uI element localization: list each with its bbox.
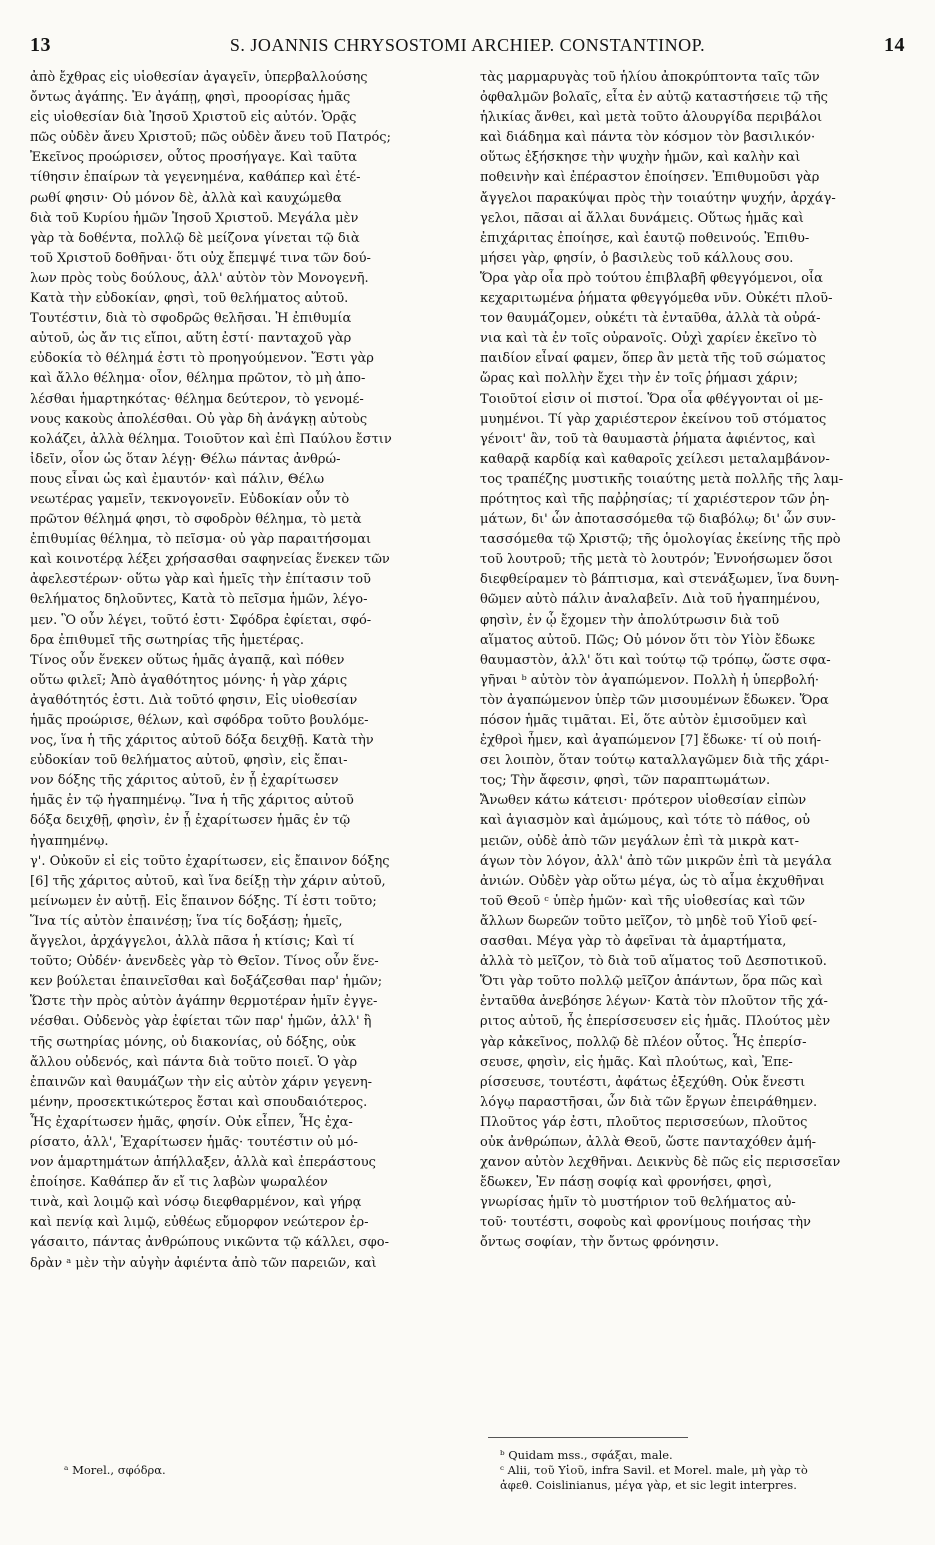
- text-line: σευσε, φησὶν, εἰς ἡμᾶς. Καὶ πλούτως, καὶ, Ἐπε-: [480, 1054, 793, 1070]
- text-line: μήσει γὰρ, φησίν, ὁ βασιλεὺς τοῦ κάλλους σου.: [480, 250, 794, 266]
- text-line: ἡμᾶς προώρισε, θέλων, καὶ σφόδρα τοῦτο βουλόμε-: [30, 713, 369, 728]
- text-line: διεφθείραμεν τὸ βάπτισμα, καὶ στενάξωμεν, ἵνα δυνη-: [480, 572, 840, 588]
- text-line: γ'. Οὐκοῦν εἰ εἰς τοῦτο ἐχαρίτωσεν, εἰς ἔπαινον δόξης: [30, 853, 390, 869]
- text-line: τον θαυμάζομεν, οὐκέτι τὰ ἐνταῦθα, ἀλλὰ τὰ οὐρά-: [480, 311, 821, 327]
- text-line: νέσθαι. Οὐδενὸς γὰρ ἐφίεται τῶν παρ' ἡμῶν, ἀλλ' ἢ: [30, 1014, 372, 1030]
- text-line: ἡμᾶς ἐν τῷ ἠγαπημένῳ. Ἵνα ἡ τῆς χάριτος αὐτοῦ: [30, 793, 354, 809]
- text-line: οὕτως ἐξήσκησε τὴν ψυχὴν ἡμῶν, καὶ καλὴν καὶ: [480, 150, 801, 166]
- text-line: κολάζει, ἀλλὰ θέλημα. Τοιοῦτον καὶ ἐπὶ Παύλου ἔστιν: [30, 431, 392, 447]
- text-line: νον δόξης τῆς χάριτος αὐτοῦ, ἐν ᾗ ἐχαρίτωσεν: [30, 773, 339, 789]
- footnote: ἀφεθ. Coislinianus, μέγα γὰρ, et sic legit interpres.: [500, 1478, 797, 1492]
- text-line: λων πρὸς τοὺς δούλους, ἀλλ' αὐτὸν τὸν Μονογενῆ.: [30, 270, 369, 286]
- text-line: ποθεινὴν καὶ ἐπέραστον ἐποίησεν. Ἐπιθυμοῦσι γὰρ: [480, 170, 820, 186]
- text-line: Ὅτι γὰρ τοῦτο πολλῷ μεῖζον ἁπάντων, ὅρα πῶς καὶ: [480, 974, 824, 990]
- running-title: S. JOANNIS CHRYSOSTOMI ARCHIEP. CONSTANTINOP.: [229, 34, 706, 55]
- running-header: [30, 30, 905, 60]
- text-line: ὄντως ἀγάπης. Ἐν ἀγάπῃ, φησὶ, προορίσας ἡμᾶς: [30, 90, 351, 106]
- text-line: μένην, προσεκτικώτερος ἔσται καὶ σπουδαιότερος.: [30, 1094, 368, 1110]
- text-line: νια καὶ τὰ ἐν τοῖς οὐρανοῖς. Οὐχὶ χαρίεν ἐκεῖνο τὸ: [480, 331, 817, 347]
- text-line: Τουτέστιν, διὰ τὸ σφοδρῶς θελῆσαι. Ἡ ἐπιθυμία: [30, 311, 352, 327]
- text-line: μείνωμεν ἐν αὐτῇ. Εἰς ἔπαινον δόξης. Τί ἐστι τοῦτο;: [30, 893, 377, 909]
- text-line: οὕτω φιλεῖ; Ἀπὸ ἀγαθότητος μόνης· ἡ γὰρ χάρις: [30, 672, 348, 688]
- text-line: καὶ πενίᾳ καὶ λιμῷ, εὐθέως εὔμορφον νεώτερον ἐρ-: [30, 1215, 369, 1231]
- text-line: ρίσσευσε, τουτέστι, ἀφάτως ἐξεχύθη. Οὐκ ἔνεστι: [480, 1074, 806, 1090]
- text-line: ἄγγελοι παρακύψαι πρὸς τὴν τοιαύτην ψυχήν, ἀρχάγ-: [480, 190, 836, 206]
- text-line: τοῦ· τουτέστι, σοφοὺς καὶ φρονίμους ποιήσας τὴν: [480, 1215, 811, 1231]
- text-line: γῆναι ᵇ αὐτὸν τὸν ἀγαπώμενον. Πολλὴ ἡ ὑπερβολή·: [480, 672, 819, 688]
- text-line: ἄλλων δωρεῶν τοῦτο μεῖζον, τὸ μηδὲ τοῦ Υἱοῦ φεί-: [480, 913, 817, 929]
- text-line: Ἵνα τίς αὐτὸν ἐπαινέσῃ; ἵνα τίς δοξάσῃ; ἡμεῖς,: [30, 913, 343, 929]
- right-column: [480, 68, 900, 1254]
- text-line: Ἐκεῖνος προώρισεν, οὗτος προσήγαγε. Καὶ ταῦτα: [30, 150, 358, 166]
- footnotes-left: [64, 1463, 166, 1478]
- text-line: ἀγαθότητός ἐστι. Διὰ τοῦτό φησιν, Εἰς υἱοθεσίαν: [30, 692, 358, 708]
- text-line: τος τραπέζης μυστικῆς τοιαύτης μετὰ πολλῆς τῆς λαμ-: [480, 471, 844, 487]
- text-line: Πλοῦτος γάρ ἐστι, πλοῦτος περισσεύων, πλοῦτος: [480, 1114, 808, 1130]
- text-line: χανον αὐτὸν λεχθῆναι. Δεικνὺς δὲ πῶς εἰς περισσεῖαν: [480, 1155, 841, 1171]
- text-line: γελοι, πᾶσαι αἱ ἄλλαι δυνάμεις. Οὕτως ἡμᾶς καὶ: [480, 210, 804, 226]
- left-column: [30, 68, 450, 1274]
- text-line: ὄντως σοφίαν, τὴν ὄντως φρόνησιν.: [480, 1235, 720, 1251]
- text-line: μυημένοι. Τί γὰρ χαριέστερον ἐκείνου τοῦ στόματος: [480, 411, 827, 427]
- text-line: πρότητος καὶ τῆς παῤῥησίας; τί χαριέστερον τῶν ῥη-: [480, 491, 830, 507]
- footnotes-right: [500, 1448, 900, 1493]
- text-line: ὥρας καὶ πολλὴν ἔχει τὴν ἐν τοῖς ῥήμασι χάριν;: [480, 371, 799, 387]
- text-line: Ἧς ἐχαρίτωσεν ἡμᾶς, φησίν. Οὐκ εἶπεν, Ἧς ἐχα-: [30, 1114, 353, 1130]
- text-line: γνωρίσας ἡμῖν τὸ μυστήριον τοῦ θελήματος αὐ-: [480, 1195, 796, 1211]
- text-line: κεχαριτωμένα ῥήματα φθεγγόμεθα νῦν. Οὐκέτι πλοῦ-: [480, 291, 833, 307]
- text-line: πρῶτον θέλημά φησι, τὸ σφοδρὸν θέλημα, τὸ μετὰ: [30, 512, 362, 528]
- text-line: ἐπαινῶν καὶ θαυμάζων τὴν εἰς αὐτὸν χάριν γεγενη-: [30, 1074, 373, 1090]
- right-page-number: 14: [884, 33, 905, 56]
- text-line: ριτος αὐτοῦ, ἧς ἐπερίσσευσεν εἰς ἡμᾶς. Πλούτος μὲν: [480, 1014, 831, 1030]
- text-line: ἀπὸ ἔχθρας εἰς υἱοθεσίαν ἀγαγεῖν, ὑπερβαλλούσης: [30, 70, 368, 85]
- text-line: νος, ἵνα ἡ τῆς χάριτος αὐτοῦ δόξα δειχθῇ. Κατὰ τὴν: [30, 733, 374, 749]
- text-line: γὰρ κἀκεῖνος, πολλῷ δὲ πλέον οὗτος. Ἧς ἐπερίσ-: [480, 1034, 807, 1050]
- text-line: σει λοιπὸν, ὅταν τούτῳ καταλλαγῶμεν διὰ τῆς χάρι-: [480, 753, 829, 769]
- text-line: σασθαι. Μέγα γὰρ τὸ ἀφεῖναι τὰ ἁμαρτήματα,: [480, 934, 787, 950]
- text-line: πους εἶναι ὡς καὶ ἐμαυτόν· καὶ πάλιν, Θέλω: [30, 471, 325, 487]
- text-line: πῶς οὐδὲν ἄνευ Χριστοῦ; πῶς οὐδὲν ἄνευ τοῦ Πατρός;: [30, 130, 391, 146]
- text-line: ἐνταῦθα ἀνεβόησε λέγων· Κατὰ τὸν πλοῦτον τῆς χά-: [480, 994, 828, 1010]
- text-line: Τίνος οὖν ἕνεκεν οὕτως ἡμᾶς ἀγαπᾷ, καὶ πόθεν: [30, 652, 345, 668]
- text-line: λέσθαι ἡμαρτηκότας· θέλημα δεύτερον, τὸ γενομέ-: [30, 391, 364, 407]
- text-line: οὐκ ἀνθρώπων, ἀλλὰ Θεοῦ, ὥστε πανταχόθεν ἀμή-: [480, 1134, 817, 1150]
- text-line: ἀνιών. Οὐδὲν γὰρ οὕτω μέγα, ὡς τὸ αἷμα ἐκχυθῆναι: [480, 873, 825, 889]
- text-line: εἰς υἱοθεσίαν διὰ Ἰησοῦ Χριστοῦ εἰς αὐτόν. Ὁρᾷς: [30, 110, 357, 126]
- text-line: ρωθί φησιν· Οὐ μόνον δὲ, ἀλλὰ καὶ καυχώμεθα: [30, 190, 342, 206]
- text-line: αἵματος αὐτοῦ. Πῶς; Οὐ μόνον ὅτι τὸν Υἱὸν ἔδωκε: [480, 632, 815, 648]
- text-line: Ἄνωθεν κάτω κάτεισι· πρότερον υἱοθεσίαν εἰπὼν: [480, 793, 807, 809]
- text-line: άγων τὸν λόγον, ἀλλ' ἀπὸ τῶν μικρῶν ἐπὶ τὰ μεγάλα: [480, 853, 832, 869]
- text-line: θαυμαστὸν, ἀλλ' ὅτι καὶ τούτῳ τῷ τρόπῳ, ὥστε σφα-: [480, 652, 831, 668]
- text-line: ἐχθροὶ ἦμεν, καὶ ἀγαπώμενον [7] ἔδωκε· τί οὐ ποιή-: [480, 733, 822, 749]
- text-line: ἰδεῖν, οἷον ὡς ὅταν λέγῃ· Θέλω πάντας ἀνθρώ-: [30, 451, 341, 467]
- text-line: τοῦ Χριστοῦ δοθῆναι· ὅτι οὐχ ἔπεμψέ τινα τῶν δού-: [30, 250, 371, 266]
- text-line: θελήματος δηλοῦντες, Κατὰ τὸ πεῖσμα ἡμῶν, λέγο-: [30, 592, 368, 608]
- text-line: νους κακοὺς ἀπολέσθαι. Οὐ γὰρ δὴ ἀνάγκῃ αὐτοὺς: [30, 411, 368, 427]
- text-line: τὰς μαρμαρυγὰς τοῦ ἡλίου ἀποκρύπτοντα ταῖς τῶν: [480, 70, 820, 85]
- text-line: τινὰ, καὶ λοιμῷ καὶ νόσῳ διεφθαρμένον, καὶ γήρᾳ: [30, 1195, 362, 1211]
- text-line: τὸν ἀγαπώμενον ὑπὲρ τῶν μισουμένων ἔδωκεν. Ὅρα: [480, 692, 829, 708]
- text-line: τασσόμεθα τῷ Χριστῷ; τῆς ὁμολογίας ἐκείνης τῆς πρὸ: [480, 532, 841, 548]
- text-line: μεν. Ὃ οὖν λέγει, τοῦτό ἐστι· Σφόδρα ἐφίεται, σφό-: [30, 612, 372, 628]
- text-line: [6] τῆς χάριτος αὐτοῦ, καὶ ἵνα δείξῃ τὴν χάριν αὐτοῦ,: [30, 873, 386, 889]
- left-page-number: 13: [30, 33, 51, 56]
- text-line: τίθησιν ἐπαίρων τὰ γεγενημένα, καθάπερ καὶ ἑτέ-: [30, 170, 361, 186]
- text-line: εὐδοκίαν τοῦ θελήματος αὐτοῦ, φησὶν, εἰς ἔπαι-: [30, 753, 348, 769]
- text-line: ὀφθαλμῶν βολαῖς, εἶτα ἐν αὐτῷ καταστήσειε τῷ τῆς: [480, 90, 828, 106]
- text-line: Κατὰ τὴν εὐδοκίαν, φησὶ, τοῦ θελήματος αὐτοῦ.: [30, 291, 349, 307]
- text-line: ἠγαπημένῳ.: [30, 833, 109, 849]
- text-line: καὶ ἁγιασμὸν καὶ ἀμώμους, καὶ τότε τὸ πάθος, οὐ: [480, 813, 811, 829]
- text-line: λόγῳ παραστῆσαι, ὧν διὰ τῶν ἔργων ἐπειράθημεν.: [480, 1094, 818, 1110]
- text-line: ἄγγελοι, ἀρχάγγελοι, ἀλλὰ πᾶσα ἡ κτίσις; Καὶ τί: [30, 934, 355, 950]
- text-line: δόξα δειχθῇ, φησὶν, ἐν ᾗ ἐχαρίτωσεν ἡμᾶς ἐν τῷ: [30, 813, 351, 829]
- text-line: ρίσατο, ἀλλ', Ἐχαρίτωσεν ἡμᾶς· τουτέστιν οὐ μό-: [30, 1134, 358, 1150]
- text-line: καὶ κοινοτέρᾳ λέξει χρήσασθαι σαφηνείας ἕνεκεν τῶν: [30, 552, 390, 568]
- text-line: δρα ἐπιθυμεῖ τῆς σωτηρίας τῆς ἡμετέρας.: [30, 632, 305, 648]
- text-line: καὶ διάδημα καὶ πάντα τὸν κόσμον τὸν βασιλικόν·: [480, 130, 816, 146]
- text-line: ἀφελεστέρων· οὕτω γὰρ καὶ ἡμεῖς τὴν ἐπίτασιν τοῦ: [30, 572, 371, 588]
- text-line: φησὶν, ἐν ᾧ ἔχομεν τὴν ἀπολύτρωσιν διὰ τοῦ: [480, 612, 780, 628]
- text-line: γὰρ τὰ δοθέντα, πολλῷ δὲ μείζονα γίνεται τῷ διὰ: [30, 230, 360, 246]
- text-line: μειῶν, οὐδὲ ἀπὸ τῶν μεγάλων ἐπὶ τὰ μικρὰ κατ-: [480, 833, 799, 849]
- text-line: τοῦτο; Οὐδέν· ἀνενδεὲς γὰρ τὸ Θεῖον. Τίνος οὖν ἕνε-: [30, 954, 379, 970]
- text-line: Τοιοῦτοί εἰσιν οἱ πιστοί. Ὅρα οἷα φθέγγονται οἱ με-: [480, 391, 824, 407]
- text-line: τος; Τὴν ἄφεσιν, φησὶ, τῶν παραπτωμάτων.: [480, 773, 771, 789]
- text-line: ἔδωκεν, Ἐν πάσῃ σοφίᾳ καὶ φρονήσει, φησὶ,: [480, 1175, 772, 1191]
- text-line: καὶ ἄλλο θέλημα· οἷον, θέλημα πρῶτον, τὸ μὴ ἀπο-: [30, 371, 366, 387]
- text-line: ἡλικίας ἄνθει, καὶ μετὰ τοῦτο ἁλουργίδα περιβάλοι: [480, 110, 823, 126]
- footnote: ᶜ Alii, τοῦ Υἱοῦ, infra Savil. et Morel. male, μὴ γὰρ τὸ: [500, 1463, 808, 1477]
- text-line: αὐτοῦ, ὡς ἄν τις εἴποι, αὕτη ἐστί· πανταχοῦ γὰρ: [30, 331, 352, 347]
- footnote: ᵇ Quidam mss., σφάξαι, male.: [500, 1448, 673, 1462]
- text-line: τοῦ Θεοῦ ᶜ ὑπὲρ ἡμῶν· καὶ τῆς υἱοθεσίας καὶ τῶν: [480, 893, 806, 909]
- text-line: γάσαιτο, πάντας ἀνθρώπους νικῶντα τῷ κάλλει, σφο-: [30, 1235, 389, 1251]
- text-line: πόσον ἡμᾶς τιμᾶται. Εἰ, ὅτε αὐτὸν ἐμισοῦμεν καὶ: [480, 713, 808, 728]
- text-line: ἐπιθυμίας θέλημα, τὸ πεῖσμα· οὐ γὰρ παραιτήσομαι: [30, 532, 372, 548]
- text-line: γένοιτ' ἂν, τοῦ τὰ θαυμαστὰ ῥήματα ἀφιέντος, καὶ: [480, 431, 816, 447]
- text-line: διὰ τοῦ Κυρίου ἡμῶν Ἰησοῦ Χριστοῦ. Μεγάλα μὲν: [30, 210, 359, 226]
- text-line: ἀλλὰ τὸ μεῖζον, τὸ διὰ τοῦ αἵματος τοῦ Δεσποτικοῦ.: [480, 954, 827, 970]
- text-line: καθαρᾷ καρδίᾳ καὶ καθαροῖς χείλεσι μεταλαμβάνον-: [480, 451, 830, 467]
- text-line: κεν βούλεται ἐπαινεῖσθαι καὶ δοξάζεσθαι παρ' ἡμῶν;: [30, 974, 383, 990]
- text-line: τῆς σωτηρίας μόνης, οὐ διακονίας, οὐ δόξης, οὐκ: [30, 1034, 356, 1050]
- text-line: Ὅρα γὰρ οἷα πρὸ τούτου ἐπιβλαβῆ φθεγγόμενοι, οἷα: [480, 270, 823, 286]
- text-line: θῶμεν αὐτὸ πάλιν ἀναλαβεῖν. Διὰ τοῦ ἠγαπημένου,: [480, 592, 821, 608]
- text-line: παιδίον εἶναί φαμεν, ὅπερ ἂν μετὰ τῆς τοῦ σώματος: [480, 351, 826, 367]
- footnote: ᵃ Morel., σφόδρα.: [64, 1463, 166, 1477]
- text-line: νον ἁμαρτημάτων ἀπήλλαξεν, ἀλλὰ καὶ ἐπεράστους: [30, 1155, 376, 1171]
- text-line: εὐδοκία τὸ θέλημά ἐστι τὸ προηγούμενον. Ἔστι γὰρ: [30, 351, 374, 367]
- text-line: ἄλλου οὐδενός, καὶ πάντα διὰ τοῦτο ποιεῖ. Ὁ γὰρ: [30, 1054, 358, 1070]
- text-line: μάτων, δι' ὧν ἀποτασσόμεθα τῷ διαβόλῳ; δι' ὧν συν-: [480, 512, 836, 528]
- text-line: ἐποίησε. Καθάπερ ἄν εἴ τις λαβὼν ψωραλέον: [30, 1175, 328, 1191]
- text-line: δρὰν ᵃ μὲν τὴν αὐγὴν ἀφιέντα ἀπὸ τῶν παρειῶν, καὶ: [30, 1255, 377, 1271]
- footnote-rule: [488, 1437, 688, 1438]
- text-line: Ὥστε τὴν πρὸς αὐτὸν ἀγάπην θερμοτέραν ἡμῖν ἐγγε-: [30, 994, 378, 1010]
- text-line: νεωτέρας γαμεῖν, τεκνογονεῖν. Εὐδοκίαν οὖν τὸ: [30, 491, 350, 507]
- text-line: τοῦ λουτροῦ; τῆς μετὰ τὸ λουτρόν; Ἐννοήσωμεν ὅσοι: [480, 552, 833, 568]
- text-line: ἐπιχάριτας ἐποίησε, καὶ ἑαυτῷ ποθεινούς. Ἐπιθυ-: [480, 230, 810, 246]
